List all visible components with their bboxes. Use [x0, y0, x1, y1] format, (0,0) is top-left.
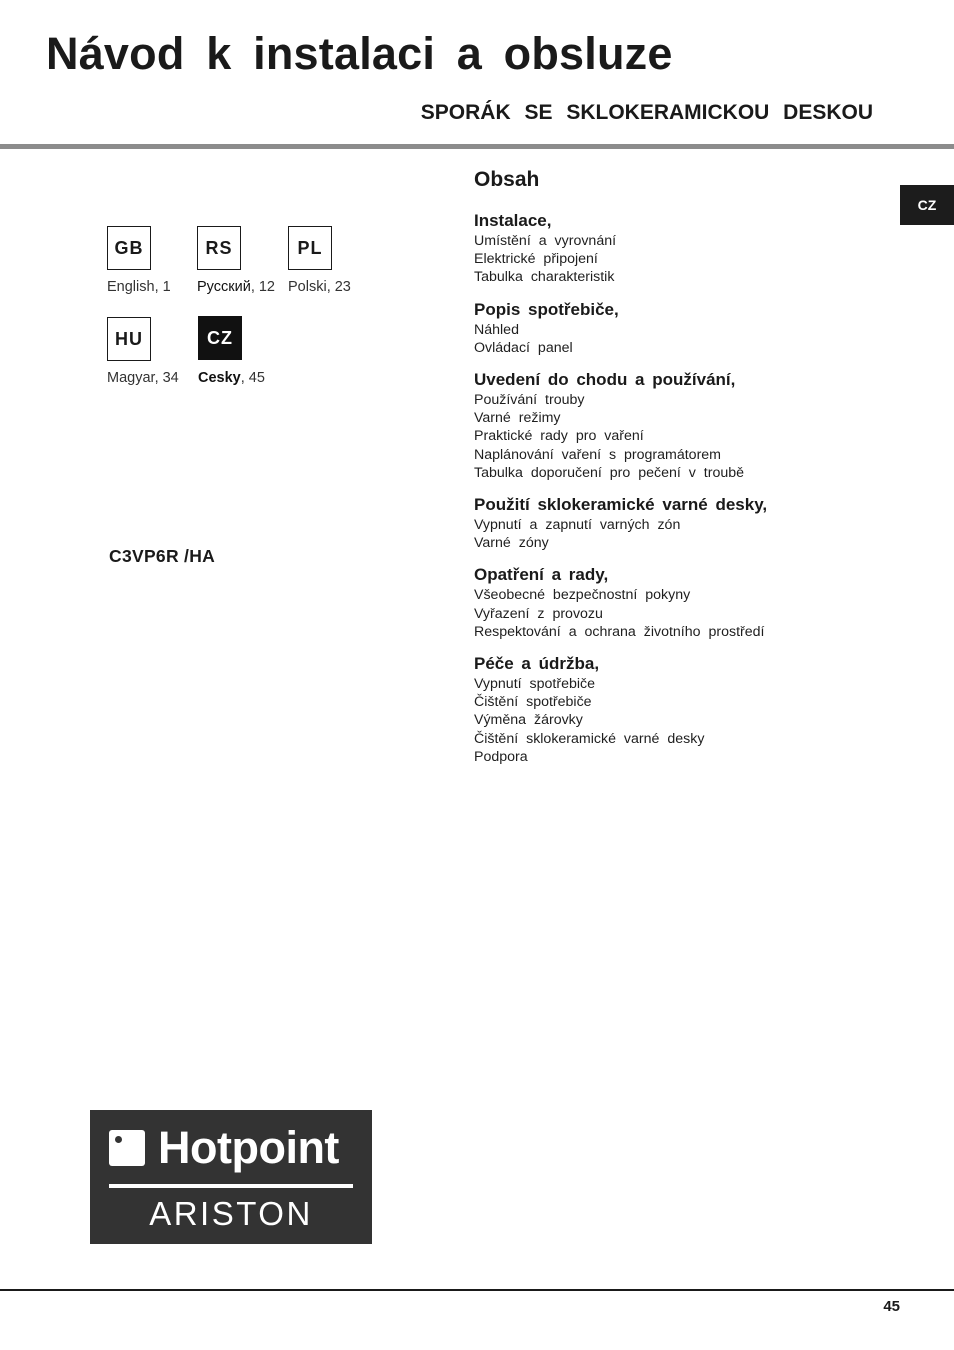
- toc-section-pece: [474, 654, 914, 766]
- language-label-rs: Русский, 12: [197, 279, 275, 295]
- toc-heading: Obsah: [474, 168, 540, 191]
- toc-item: Čištění sklokeramické varné desky: [474, 730, 705, 747]
- toc-section-deska: [474, 495, 914, 552]
- brand-divider: [109, 1184, 353, 1188]
- toc-item: Elektrické připojení: [474, 251, 598, 268]
- language-box-hu[interactable]: HU: [107, 317, 151, 361]
- language-box-gb[interactable]: GB: [107, 226, 151, 270]
- language-label-hu: Magyar, 34: [107, 370, 179, 386]
- footer-divider: [0, 1289, 954, 1291]
- language-box-pl[interactable]: PL: [288, 226, 332, 270]
- toc-item: Naplánování vaření s programátorem: [474, 446, 722, 463]
- toc-item: Varné zóny: [474, 535, 549, 552]
- brand-name: Hotpoint: [158, 1122, 339, 1173]
- toc-item: Vypnutí a zapnutí varných zón: [474, 517, 681, 534]
- language-label-pl: Polski, 23: [288, 279, 351, 295]
- brand-subname: ARISTON: [149, 1195, 313, 1232]
- hotpoint-ariston-logo: [90, 1110, 372, 1244]
- toc-item: Všeobecné bezpečnostní pokyny: [474, 587, 691, 604]
- language-label-cz: Cesky, 45: [198, 370, 265, 386]
- page-subtitle: SPORÁK SE SKLOKERAMICKOU DESKOU: [420, 101, 873, 124]
- toc-item: Varné režimy: [474, 410, 561, 427]
- toc-item: Výměna žárovky: [474, 712, 583, 729]
- toc-section-title: Péče a údržba,: [474, 654, 600, 674]
- toc-section-instalace: [474, 211, 914, 287]
- model-number: C3VP6R /HA: [109, 546, 216, 566]
- toc-section-popis: [474, 300, 914, 357]
- language-box-rs[interactable]: RS: [197, 226, 241, 270]
- table-of-contents: [474, 168, 914, 779]
- toc-section-title: Instalace,: [474, 211, 552, 230]
- toc-item: Respektování a ochrana životního prostředí: [474, 623, 765, 640]
- toc-item: Vypnutí spotřebiče: [474, 676, 595, 693]
- toc-item: Praktické rady pro vaření: [474, 428, 644, 445]
- page-title: Návod k instalaci a obsluze: [46, 28, 673, 79]
- toc-item: Ovládací panel: [474, 339, 573, 356]
- header-divider: [0, 144, 954, 149]
- language-box-cz[interactable]: CZ: [198, 316, 242, 360]
- toc-section-title: Uvedení do chodu a používání,: [474, 370, 736, 390]
- toc-section-opatreni: [474, 565, 914, 641]
- toc-item: Umístění a vyrovnání: [474, 233, 617, 249]
- toc-item: Tabulka doporučení pro pečení v troubě: [474, 464, 745, 481]
- toc-item: Podpora: [474, 748, 528, 765]
- toc-item: Vyřazení z provozu: [474, 605, 603, 622]
- toc-item: Tabulka charakteristik: [474, 269, 615, 286]
- toc-section-title: Popis spotřebiče,: [474, 299, 619, 319]
- toc-item: Používání trouby: [474, 392, 585, 409]
- toc-section-title: Použití sklokeramické varné desky,: [474, 495, 768, 515]
- toc-section-uvedeni: [474, 370, 914, 482]
- brand-square-icon: [109, 1130, 145, 1166]
- toc-item: Čištění spotřebiče: [474, 694, 592, 711]
- language-label-gb: English, 1: [107, 279, 171, 295]
- toc-section-title: Opatření a rady,: [474, 565, 609, 585]
- language-side-tab: CZ: [900, 185, 954, 225]
- toc-item: Náhled: [474, 321, 519, 338]
- page-number: 45: [883, 1298, 900, 1315]
